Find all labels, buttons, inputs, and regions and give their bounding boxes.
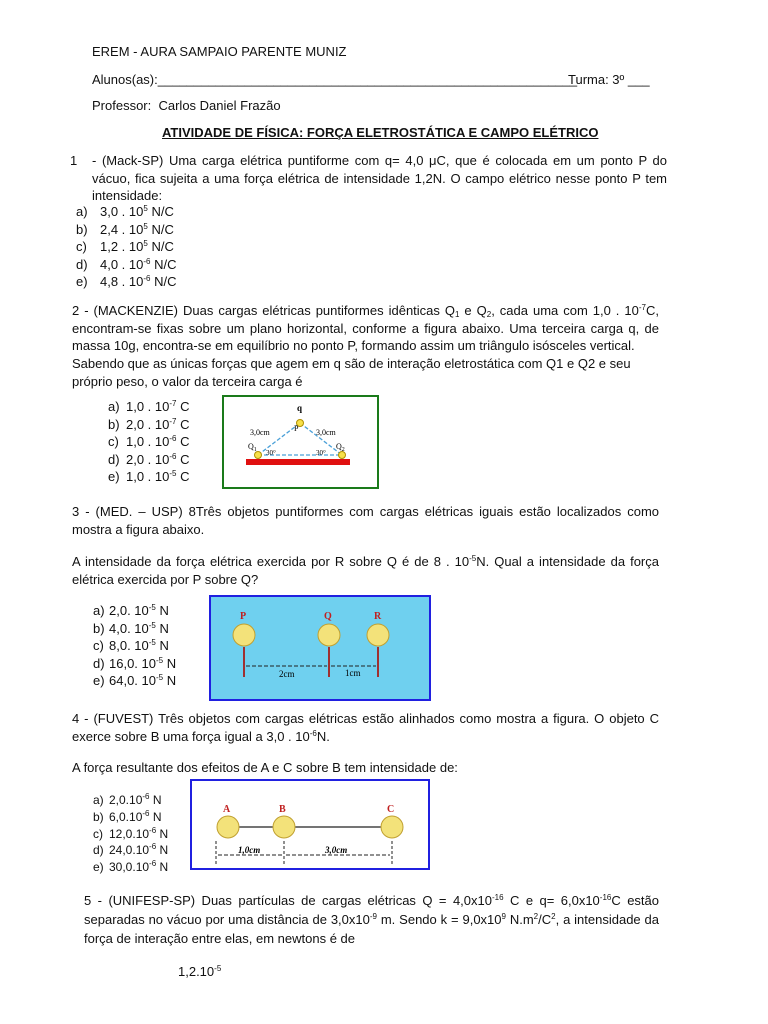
option-letter: d) <box>93 655 105 671</box>
q4-figure <box>190 779 430 870</box>
q2-figure <box>222 395 379 489</box>
q3-sphere-q <box>318 624 340 646</box>
option-exponent: 5 <box>143 204 148 213</box>
option-letter: e) <box>93 673 105 689</box>
option-unit: N <box>163 655 177 671</box>
q3-sphere-p <box>233 624 255 646</box>
q2-option <box>108 452 190 467</box>
q3-dist-2: 1cm <box>345 668 361 678</box>
q3-text: 3 - (MED. – USP) 8Três objetos puntiformes com cargas elétricas iguais estão localizados como mostra a figura abaixo. <box>72 504 659 537</box>
class-field: Turma: 3º ___ <box>568 72 650 87</box>
q1-option <box>76 239 174 254</box>
option-letter: c) <box>76 239 87 255</box>
option-value: 1,0 . 10 <box>126 399 170 414</box>
option-exponent: -5 <box>148 620 156 630</box>
option-value: 1,0 . 10 <box>126 434 170 450</box>
option-value: 4,0 . 10 <box>100 256 144 272</box>
q2-plane <box>246 459 350 465</box>
option-value: 1,0 . 10 <box>126 469 170 485</box>
option-letter: b) <box>93 809 104 824</box>
q3-option <box>93 638 169 653</box>
option-letter: c) <box>108 434 119 450</box>
option-letter: b) <box>76 221 88 237</box>
option-letter: a) <box>76 204 88 219</box>
option-value: 64,0. 10 <box>109 673 156 689</box>
q4-label-a: A <box>223 804 231 815</box>
q4-option <box>93 843 168 857</box>
option-unit: N/C <box>147 239 174 255</box>
option-letter: a) <box>93 603 105 618</box>
option-letter: d) <box>76 256 88 272</box>
q3-label-r: R <box>374 611 382 622</box>
q2-label-q2: $Q_2$ <box>336 442 345 453</box>
option-value: 30,0.10 <box>109 860 150 875</box>
option-value: 1,2 . 10 <box>100 239 144 255</box>
option-exponent: -5 <box>169 469 177 479</box>
option-exponent: -7 <box>169 416 177 426</box>
option-exponent: -7 <box>169 399 177 408</box>
option-exponent: -6 <box>143 274 151 284</box>
q2-angle-left: 30° <box>266 449 276 457</box>
option-exponent: -6 <box>149 859 157 869</box>
option-letter: a) <box>108 399 120 414</box>
option-letter: d) <box>93 843 104 858</box>
q2-option <box>108 469 190 484</box>
q1-option <box>76 274 177 289</box>
q4-diagram <box>192 781 428 868</box>
option-exponent: -5 <box>148 638 156 648</box>
option-unit: N <box>155 620 169 636</box>
option-value: 6,0.10 <box>109 809 143 824</box>
option-unit: N <box>149 793 162 807</box>
students-line <box>92 72 577 87</box>
q3-option <box>93 656 176 671</box>
option-unit: C <box>176 399 190 414</box>
option-letter: e) <box>76 274 88 290</box>
option-unit: N <box>149 809 162 824</box>
option-unit: N/C <box>150 256 177 272</box>
q3-option <box>93 621 169 636</box>
q4-dist-1: 1,0cm <box>238 845 261 855</box>
option-exponent: -5 <box>156 673 164 683</box>
option-unit: N <box>156 826 169 841</box>
q1-option <box>76 204 174 219</box>
option-value: 4,0. 10 <box>109 620 149 636</box>
option-letter: b) <box>93 620 105 636</box>
option-exponent: -6 <box>142 792 150 801</box>
q2-label-q: q <box>297 403 303 413</box>
option-value: 2,0. 10 <box>109 603 149 618</box>
q4-option <box>93 860 168 874</box>
option-unit: N <box>156 860 169 875</box>
option-unit: N <box>163 673 177 689</box>
q5-text: 5 - (UNIFESP-SP) Duas partículas de cargas elétricas $Q = 4,0x10^{-16}$ C e $q= 6,0x10^{-16}C$ estão separadas no vácuo por uma distância de $3,0x10^{-9}$ m. Sendo $k = 9,0x10^9$ $N.m^2/C^2$, a intensidade da força de interação entre elas, em newtons é de <box>84 893 659 946</box>
q4-text: 4 - (FUVEST) Três objetos com cargas elétricas estão alinhados como mostra a figura. O objeto C exerce sobre B uma força igual a 3,0 . $10^{-6}N$. <box>72 711 659 744</box>
option-letter: e) <box>93 860 104 875</box>
q2-dist-right: 3,0cm <box>316 428 336 437</box>
option-unit: N/C <box>147 204 174 219</box>
q1-text: - (Mack-SP) Uma carga elétrica puntiforme com q= 4,0 μC, que é colocada em um ponto P do vácuo, fica sujeita a uma força elétrica de intensidade 1,2N. O campo elétrico nesse ponto P tem intensidade: <box>92 153 667 204</box>
option-unit: C <box>176 451 190 467</box>
q2-option <box>108 434 190 449</box>
teacher-line <box>92 98 281 113</box>
teacher-label: Professor: <box>92 98 152 113</box>
option-letter: c) <box>93 638 104 654</box>
q4-sphere-a <box>217 816 239 838</box>
option-unit: N/C <box>150 274 177 290</box>
q2-text: 2 - (MACKENZIE) Duas cargas elétricas puntiformes idênticas $Q_1$ e $Q_2$, cada uma com 1,0 . $10^{-7}C$, encontram-se fixas sobre um plano horizontal, conforme a figura abaixo. Uma terceira carga q, de massa 10g, encontra-se em equilíbrio no ponto P, formando assim um triângulo isósceles vertical. <box>72 303 659 354</box>
q1-number: 1 <box>70 153 78 168</box>
option-value: 16,0. 10 <box>109 655 156 671</box>
teacher-name: Carlos Daniel Frazão <box>158 98 281 113</box>
school-name: EREM - AURA SAMPAIO PARENTE MUNIZ <box>92 44 347 59</box>
q4-text-2: A força resultante dos efeitos de A e C sobre B tem intensidade de: <box>72 760 458 775</box>
option-unit: C <box>176 469 190 485</box>
q2-diagram <box>224 397 377 487</box>
option-unit: N/C <box>147 221 174 237</box>
option-exponent: 5 <box>143 239 148 249</box>
q3-diagram <box>211 597 429 699</box>
q2-text-2: Sabendo que as únicas forças que agem em q são de interação eletrostática com Q1 e Q2 e seu próprio peso, o valor da terceira carga é <box>72 356 631 389</box>
q4-option <box>93 810 162 824</box>
q3-option <box>93 673 176 688</box>
students-blank: __________________________________________________________ <box>157 72 578 87</box>
option-value: 4,8 . 10 <box>100 274 144 290</box>
q4-label-b: B <box>279 804 286 815</box>
option-exponent: -6 <box>149 825 157 835</box>
q1-option <box>76 222 174 237</box>
q5-answer: $1,2.10^{-5}$ <box>178 964 222 979</box>
option-exponent: 5 <box>143 221 148 231</box>
option-value: 2,0 . 10 <box>126 416 170 432</box>
q3-label-q: Q <box>324 611 332 622</box>
q2-dist-left: 3,0cm <box>250 428 270 437</box>
q4-option <box>93 793 162 807</box>
q2-option <box>108 417 190 432</box>
q2-label-p: P <box>294 424 299 433</box>
q3-label-p: P <box>240 611 247 622</box>
q4-sphere-c <box>381 816 403 838</box>
option-unit: C <box>176 416 190 432</box>
option-value: 2,0.10 <box>109 793 143 807</box>
worksheet-title: ATIVIDADE DE FÍSICA: FORÇA ELETROSTÁTICA E CAMPO ELÉTRICO <box>162 125 599 140</box>
option-exponent: -6 <box>169 434 177 444</box>
option-value: 2,4 . 10 <box>100 221 144 237</box>
option-value: 24,0.10 <box>109 843 150 858</box>
option-exponent: -6 <box>143 256 151 266</box>
option-letter: e) <box>108 469 120 485</box>
q2-option <box>108 399 190 414</box>
q1-option <box>76 257 177 272</box>
q3-sphere-r <box>367 624 389 646</box>
option-value: 3,0 . 10 <box>100 204 144 219</box>
q4-option <box>93 827 168 841</box>
q2-label-q1: $Q_1$ <box>248 442 257 453</box>
option-unit: N <box>155 603 169 618</box>
q3-text-2: A intensidade da força elétrica exercida por R sobre Q é de 8 . $10^{-5}N$. Qual a intensidade da força elétrica exercida por P sobre Q? <box>72 554 659 587</box>
q3-option <box>93 603 169 618</box>
students-label: Alunos(as): <box>92 72 158 87</box>
q4-dist-2: 3,0cm <box>325 845 348 855</box>
option-value: 8,0. 10 <box>109 638 149 654</box>
option-unit: C <box>176 434 190 450</box>
q4-label-c: C <box>387 804 395 815</box>
option-unit: N <box>156 843 169 858</box>
option-exponent: -6 <box>142 808 150 818</box>
option-exponent: -5 <box>148 603 156 612</box>
option-exponent: -6 <box>169 451 177 461</box>
option-value: 12,0.10 <box>109 826 150 841</box>
option-value: 2,0 . 10 <box>126 451 170 467</box>
option-exponent: -6 <box>149 842 157 852</box>
option-letter: b) <box>108 416 120 432</box>
q4-sphere-b <box>273 816 295 838</box>
option-exponent: -5 <box>156 655 164 665</box>
q3-figure <box>209 595 431 701</box>
option-letter: c) <box>93 826 103 841</box>
q2-angle-right: 30° <box>316 449 326 457</box>
option-letter: d) <box>108 451 120 467</box>
option-letter: a) <box>93 793 104 807</box>
q3-dist-1: 2cm <box>279 669 295 679</box>
option-unit: N <box>155 638 169 654</box>
